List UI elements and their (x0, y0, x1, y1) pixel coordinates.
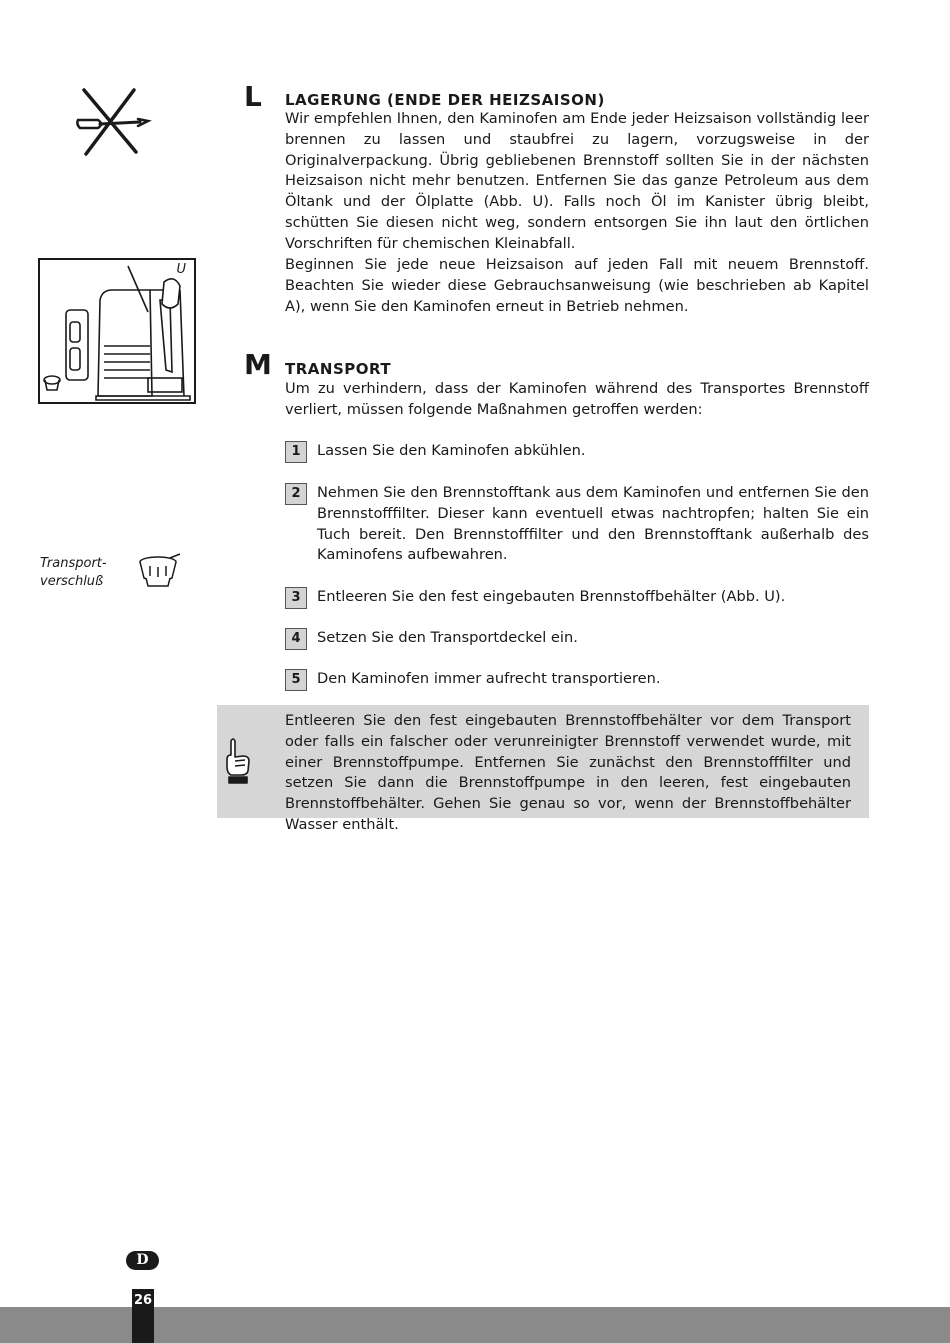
step-item (285, 441, 869, 465)
step-item (285, 587, 869, 611)
section-heading-l: LAGERUNG (ENDE DER HEIZSAISON) (285, 91, 605, 109)
section-letter-l: L (244, 80, 262, 113)
step-number: 1 (285, 441, 307, 463)
pointing-hand-icon (223, 737, 253, 785)
section-heading-m: TRANSPORT (285, 360, 392, 378)
step-number: 4 (285, 628, 307, 650)
step-number: 2 (285, 483, 307, 505)
page-number-tab (132, 1289, 154, 1343)
step-item (285, 669, 869, 693)
step-item (285, 483, 869, 564)
step-text: Lassen Sie den Kaminofen abkühlen. (317, 442, 586, 459)
step-text: Den Kaminofen immer aufrecht transportieren. (317, 670, 661, 687)
note-text: Entleeren Sie den fest eingebauten Brennstoffbehälter vor dem Transport oder falls ein falscher oder verunreinigter Brennstoff verwendet wurde, mit einer Brennstoffpumpe. Entfernen Sie zunächst den Brennstofffilter und setzen Sie dann die Brennstoffpumpe in den leeren, fest eingebauten Brennstoffbehälter. Gehen Sie genau so vor, wenn der Brennstoffbehälter Wasser enthält. (285, 712, 851, 833)
note-box (217, 705, 869, 833)
figure-u-heater-illustration (38, 258, 196, 404)
transport-cap-icon (136, 552, 182, 590)
step-number: 3 (285, 587, 307, 609)
caption-line-1: Transport- (40, 556, 107, 571)
page-number: 26 (133, 1293, 153, 1308)
step-text: Setzen Sie den Transportdeckel ein. (317, 629, 578, 646)
figure-u-label: U (176, 262, 186, 277)
step-text: Nehmen Sie den Brennstofftank aus dem Kaminofen und entfernen Sie den Brennstofffilter. Dieser kann eventuell etwas nachtropfen; halten Sie ein Tuch bereit. Den Brennstofffilter und den Brennstofftank außerhalb des Kaminofens aufbewahren. (317, 484, 869, 564)
transport-cap-caption (40, 555, 107, 591)
no-tools-icon (74, 86, 154, 158)
caption-line-2: verschluß (40, 574, 104, 589)
step-item (285, 628, 869, 652)
section-l-paragraph-1: Wir empfehlen Ihnen, den Kaminofen am Ende jeder Heizsaison vollständig leer brennen zu lassen und staubfrei zu lagern, vorzugsweise in der Originalverpackung. Übrig gebliebenen Brennstoff sollten Sie in der nächsten Heizsaison nicht mehr benutzen. Entfernen Sie das ganze Petroleum aus dem Öltank und der Ölplatte (Abb. U). Falls noch Öl im Kanister übrig bleibt, schütten Sie diesen nicht weg, sondern entsorgen Sie ihn laut den örtlichen Vorschriften für chemischen Kleinabfall. (285, 110, 869, 252)
language-badge: D (126, 1251, 159, 1270)
step-number: 5 (285, 669, 307, 691)
section-letter-m: M (244, 348, 272, 381)
section-m-intro: Um zu verhindern, dass der Kaminofen während des Transportes Brennstoff verliert, müssen folgende Maßnahmen getroffen werden: (285, 380, 869, 418)
step-text: Entleeren Sie den fest eingebauten Brennstoffbehälter (Abb. U). (317, 588, 786, 605)
section-l-paragraph-2: Beginnen Sie jede neue Heizsaison auf jeden Fall mit neuem Brennstoff. Beachten Sie wieder diese Gebrauchsanweisung (wie beschrieben ab Kapitel A), wenn Sie den Kaminofen erneut in Betrieb nehmen. (285, 256, 869, 315)
